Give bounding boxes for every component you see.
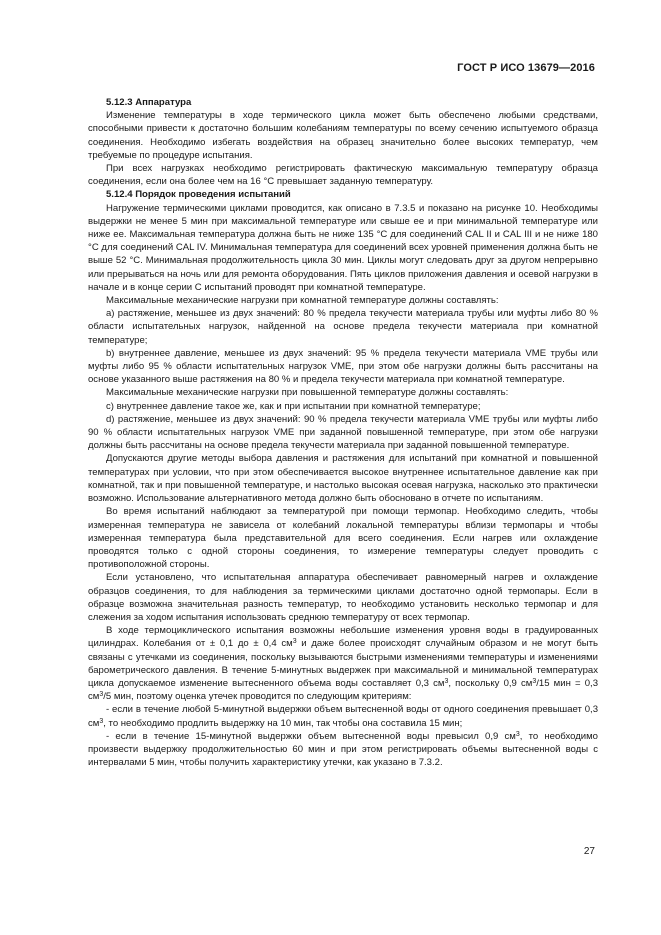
paragraph: Если установлено, что испытательная аппаратура обеспечивает равномерный нагрев и охлаждение образцов соединения, то для наблюдения за термическими циклами достаточно одной термопары. Если в образце возможна значительная разность температур, то необходимо установить несколько термопар и для слежения за ходом испытания использовать среднюю температуру от всех термопар.	[88, 572, 598, 623]
paragraph	[88, 624, 598, 703]
paragraph: Допускаются другие методы выбора давления и растяжения для испытаний при комнатной и повышенной температурах при условии, что при этом обеспечивается высокое внутреннее испытательное давление как при комнатной, так и при повышенной температуре, и настолько высокая осевая нагрузка, насколько это практически возможно. Использование альтернативного метода должно быть обосновано в отчете по испытаниям.	[88, 453, 598, 505]
criterion-item	[88, 730, 598, 770]
superscript: 3	[515, 730, 520, 738]
text-run: В ходе термоциклического испытания возможны небольшие изменения уровня воды в градуированных цилиндрах. Колебания от ± 0,1 до ± 0,4 см	[88, 625, 598, 650]
superscript: 3	[292, 638, 297, 646]
section-heading-apparatus: 5.12.3 Аппаратура	[106, 97, 192, 108]
paragraph: При всех нагрузках необходимо регистрировать фактическую максимальную температуру образца соединения, если она более чем на 16 °С превышает заданную температуру.	[88, 163, 598, 188]
text-run: , поскольку 0,9 см	[448, 677, 533, 689]
list-item-b: b) внутреннее давление, меньшее из двух значений: 95 % предела текучести материала VME трубы или муфты либо 95 % области испытательных нагрузок VME, при этом обе нагрузки должны быть рассчитаны на основе указанного выше растяжения на 80 % и предела текучести материала при комнатной температуре.	[88, 347, 598, 386]
superscript: 3	[99, 717, 104, 725]
paragraph: Максимальные механические нагрузки при комнатной температуре должны составлять:	[106, 295, 499, 307]
text-run: /5 мин, поэтому оценка утечек проводится по следующим критериям:	[103, 691, 412, 703]
text-run: , то необходимо продлить выдержку на 10 мин, так чтобы она составила 15 мин;	[103, 717, 463, 729]
page-number: 27	[583, 846, 595, 857]
paragraph: Изменение температуры в ходе термического цикла может быть обеспечено любыми средствами, способными привести к достаточно большим колебаниям температуры по всему сечению испытуемого образца соединения. Необходимо избегать воздействия на образец значительно более высоких температур, чем требуемые по процедуре испытания.	[88, 110, 598, 161]
paragraph: Максимальные механические нагрузки при повышенной температуре должны составлять:	[106, 387, 509, 399]
text-run: и даже более происходят случайным образом и не могут быть связаны с утечками из соединения, поскольку вызываются быстрыми изменениями температуры и изменениями барометрического давления. В течение 5-минутных выдержек при максимальной и минимальной температурах цикла допускаемое изменение вытесненного объема воды составляет 0,3 см	[88, 638, 598, 689]
list-item-a: а) растяжение, меньшее из двух значений: 80 % предела текучести материала трубы или муфты либо 80 % области испытательных нагрузок, найденной на основе предела текучести материала при комнатной температуре;	[88, 308, 598, 346]
text-run: /15 мин = 0,3 см	[88, 677, 598, 703]
list-item-c: с) внутреннее давление такое же, как и при испытании при комнатной температуре;	[106, 400, 481, 412]
superscript: 3	[99, 691, 104, 699]
text-run: , то необходимо произвести выдержку продолжительностью 60 мин и при этом регистрировать объемы вытесненной воды с интервалами 5 мин, чтобы получить характеристику утечки, как указано в 7.3.2.	[88, 730, 598, 769]
list-item-d: d) растяжение, меньшее из двух значений: 90 % предела текучести материала VME трубы или муфты либо 90 % области испытательных нагрузок VME при заданной повышенной температуре, при этом обе нагрузки должны быть рассчитаны на основе предела текучести материала при заданной повышенной температуре.	[88, 413, 598, 452]
criterion-item	[88, 703, 598, 729]
text-run: - если в течение 15-минутной выдержки объем вытесненной воды превысил 0,9 см	[106, 730, 516, 742]
paragraph: Нагружение термическими циклами проводится, как описано в 7.3.5 и показано на рисунке 10. Необходимы выдержки не менее 5 мин при максимальной температуре или свыше ее и при минимальной температуре или ниже ее. Максимальная температура должна быть не ниже 135 °С для соединений CAL II и CAL III и не ниже 180 °С для соединений CAL IV. Минимальная температура для соединений всех уровней применения должна быть не выше 52 °С. Минимальная продолжительность цикла 30 мин. Циклы могут следовать друг за другом непрерывно или прерываться на ночь или для ремонта оборудования. Пять циклов приложения давления и осевой нагрузки в начале и в конце серии С испытаний проводят при комнатной температуре.	[88, 202, 598, 293]
superscript: 3	[532, 677, 537, 685]
superscript: 3	[444, 677, 449, 685]
document-body	[88, 96, 598, 769]
section-heading-procedure: 5.12.4 Порядок проведения испытаний	[106, 189, 291, 201]
document-header: ГОСТ Р ИСО 13679—2016	[457, 62, 595, 74]
text-run: - если в течение любой 5-минутной выдержки объем вытесненной воды от одного соединения превышает 0,3 см	[88, 704, 598, 729]
paragraph: Во время испытаний наблюдают за температурой при помощи термопар. Необходимо следить, чтобы измеренная температура не зависела от колебаний локальной температуры вблизи термопары и чтобы измеренная температура была представительной для всего соединения. Если нагрев или охлаждение проводятся только с одной стороны соединения, то измерение температуры следует проводить с противоположной стороны.	[88, 506, 598, 571]
